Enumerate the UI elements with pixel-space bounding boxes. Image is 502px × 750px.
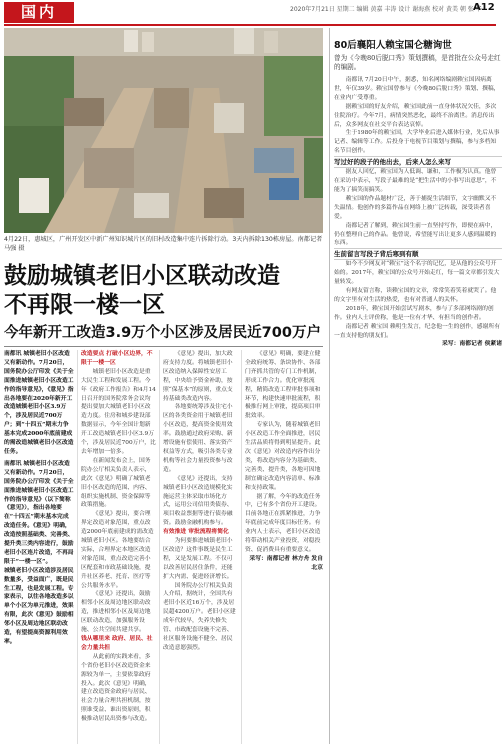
paragraph: 从此前的实践来看，多个省份老旧小区改造资金来源较为单一，主要依靠政府投入。此次《意见》明确，建立改造资金政府与居民、社会力量合理共担机制，按照谁受益、谁出资原则，积极推动居民出资参与改造。	[81, 653, 151, 723]
section-heading: 生前留言写段子背后寒到有顺	[334, 248, 502, 260]
paragraph: 各地要统筹涉及住宅小区的各类资金用于城镇老旧小区改造，提高资金使用效率。鼓励通过政府采购、新增设施有偿使用、落实资产权益等方式，吸引各类专业机构等社会力量投资参与改造。	[163, 404, 233, 473]
paragraph: 南都讯 城镇老旧小区改造又有新动作。7月20日，国务院办公厅印发《关于全面推进城镇老旧小区改造工作的指导意见》（以下简称《意见》），指出各地要在“十四五”期末基本完成改造任务。《意见》明确，改造按照基础类、完善类、提升类三类内容进行，鼓励老旧小区连片改造，不再局限于“一楼一区”。	[4, 460, 74, 565]
paragraph: 如今不少网友对“赖宝”这个名字的记忆，是从他的公众号开始的。2017年，赖宝国的公众号开始走红，每一篇文章都引发大量转发。	[334, 261, 500, 286]
section-heading: 写过好的段子的他出去，后来人怎么来写	[334, 156, 502, 168]
paragraph: 生于1980年的赖宝国，大学毕业后进入媒体行业，先后从事记者、编辑等工作。后投身于电视节目策划与撰稿，参与多档知名节目创作。	[334, 130, 500, 155]
paragraph: 《意见》还提出，鼓励相邻小区及周边地区联动改造，推进相邻小区及周边地区联动改造，加强服务设施、公共空间共建共享。	[81, 591, 151, 634]
column-divider	[77, 350, 78, 744]
paragraph: 2018年，赖宝国开始尝试写剧本，参与了多部网络剧的创作。业内人士评价称，他是一位有才华、有担当的创作者。	[334, 305, 494, 321]
article-column-2	[81, 350, 156, 744]
paragraph: 南都记者了解到，赖宝国生前一直坚持写作，即便在病中，仍在整理自己的作品。他曾说，希望能写出让更多人感到温暖的东西。	[334, 222, 497, 247]
paragraph: 《意见》提出，要合理界定改造对象范围，重点改造2000年底前建成的需改造城镇老旧小区。各地要结合实际，合理界定本地区改造对象范围，重点改造完善小区配套和市政基础设施，提升社区养老、托育、医疗等公共服务水平。	[81, 511, 154, 589]
photo-caption: 4月22日，惠城区，广州开发区中新广州知识城片区的旧村改造集中连片拆除行动。3天内拆除130栋房屋。南都记者 马强 摄	[4, 236, 323, 252]
paragraph: 南都讯 7月20日中午，据悉，知名网络编剧赖宝国因病离世，年仅39岁。赖宝国曾参与《今晚80后脱口秀》策划、撰稿，在业内广受尊重。	[334, 77, 500, 101]
side-article	[329, 28, 502, 744]
subheadline: 今年新开工改造3.9万个小区涉及居民近700万户	[4, 325, 321, 341]
page-number: A12	[473, 2, 495, 13]
paragraph: 城镇老旧小区改造是重大民生工程和发展工程。今年《政府工作报告》和4月14日召开的国务院常务会议均提出要加大城镇老旧小区改造力度。住房和城乡建设部数据显示，今年全国计划新开工改造城镇老旧小区3.9万个，涉及居民近700万户，比去年增加一倍多。	[81, 368, 156, 455]
paragraph: 赖宝国的作品题材广泛，善于捕捉生活细节，文字幽默又不失温情。他创作的多篇作品在网络上被广泛转载，深受读者喜爱。	[334, 195, 497, 220]
paragraph: 在新闻发布会上，国务院办公厅相关负责人表示，此次《意见》明确了城镇老旧小区改造的范围、内容、组织实施机制、资金保障等政策措施。	[81, 457, 151, 509]
paragraph: 专家认为，随着城镇老旧小区改造工作全面推进，居民生活品质将得到明显提升。此次《意见》对改造内容作出分类，将改造内容分为基础类、完善类、提升类，各地可因地制宜确定改造内容清单、标准和支持政策。	[245, 422, 321, 491]
section-label: 国内	[4, 2, 74, 23]
article-column-1	[4, 350, 74, 645]
paragraph: 据了解，今年的改造任务中，已有多个省份开工建设。目前各地正在抓紧推进，力争年底前完成年度目标任务。有业内人士表示，老旧小区改造将带动相关产业投资，对稳投资、促消费具有重要意义。	[245, 493, 321, 553]
column-divider	[241, 350, 242, 744]
paragraph: 据赖宝国的好友介绍，赖宝国此前一直身体状况欠佳，多次住院治疗。今年7月，病情突然恶化，最终不治离世。消息传出后，众多网友在社交平台表达哀悼。	[334, 103, 497, 128]
paragraph: 国务院办公厅相关负责人介绍，据统计，全国共有老旧小区近16万个，涉及居民超4200万户。老旧小区建成年代较早，失养失修失管、市政配套设施不完善、社区服务设施不健全、居民改造意愿强烈。	[163, 582, 236, 651]
aerial-photo	[4, 28, 323, 233]
paragraph: 据友人回忆，赖宝国为人低调、谦和，工作极为认真。他曾在采访中表示，写段子最难的是“把生活中的小事写出意思”，不能为了搞笑而搞笑。	[334, 169, 497, 193]
byline: 采写：南都记者 侯紧诸	[442, 341, 502, 348]
column-divider	[159, 350, 160, 744]
paragraph: 《意见》还提出，支持城镇老旧小区改造规模化实施运营主体采取市场化方式，运用公司信用类债券、项目收益票据等进行债券融资。鼓励金融机构参与。	[163, 475, 233, 527]
header-rule	[4, 24, 496, 26]
paragraph: 《意见》明确，要建立健全政府统筹、条块协作、各部门齐抓共管的专门工作机制，形成工作合力。优化审批流程，精简改造工程审批事项和环节，构建快速审批流程，积极推行网上审批，提高项目审批效率。	[245, 351, 321, 420]
article-column-3	[163, 350, 238, 744]
page-header	[0, 0, 500, 25]
divider	[4, 346, 323, 347]
section-heading: 有效推进 审批流程将简化	[163, 529, 229, 536]
byline: 采写：南都记者 林方舟 发自北京	[249, 555, 323, 571]
section-heading: 改造要点 打破小区边界，不限于一楼一区	[81, 351, 153, 366]
headline: 鼓励城镇老旧小区联动改造 不再限一楼一区	[4, 263, 280, 318]
summary: 南都讯 城镇老旧小区改造又有新动作。7月20日，国务院办公厅印发《关于全面推进城镇老旧小区改造工作的指导意见》，《意见》指出各地要在2020年新开工改造城镇老旧小区3.9万个，涉及居民近700万户；到“十四五”期末力争基本完成2000年底前建成的需改造城镇老旧小区改造任务。	[4, 351, 74, 455]
side-article-title: 80后襄阳人赖宝国仑糖询世	[334, 40, 452, 51]
section-heading: 钱从哪里来 政府、居民、社会力量共担	[81, 636, 153, 651]
paragraph: 南都记者 赖宝国 赖明生发言，纪念他一生的创作，感谢所有一直支持他的朋友们。	[334, 323, 500, 339]
dateline: 2020年7月21日 星期二 编辑 黄嘉 丰涛 设计 谢海燕 校对 黄美 朝 张 华	[290, 6, 482, 13]
side-article-body	[334, 76, 502, 349]
article-column-4	[245, 350, 323, 744]
paragraph: 《意见》提出，加大政府支持力度。将城镇老旧小区改造纳入保障性安居工程，中央给予资金补助，按照“保基本”的原则，重点支持基础类改造内容。	[163, 351, 233, 402]
side-article-subtitle: 曾为《今晚80后脱口秀》策划撰稿，是首批在公众号走红的编剧。	[334, 54, 501, 71]
paragraph: 有网友留言称，读赖宝国的文章，常常笑着笑着就哭了。他的文字里有对生活的热爱，也有对普通人的关怀。	[334, 288, 497, 303]
paragraph: 为何要推进城镇老旧小区改造？这件事既是民生工程，又是发展工程。不仅可以改善居民居住条件，还能扩大内需、促进经济增长。	[163, 538, 233, 580]
paragraph: 城镇老旧小区改造涉及居民数量多，受益面广，既是民生工程，也是发展工程。专家表示，以往各地改造多以单个小区为单元推进，效果有限，此次《意见》鼓励相邻小区及周边地区联动改造，有望提高资源利用效率。	[4, 567, 74, 645]
